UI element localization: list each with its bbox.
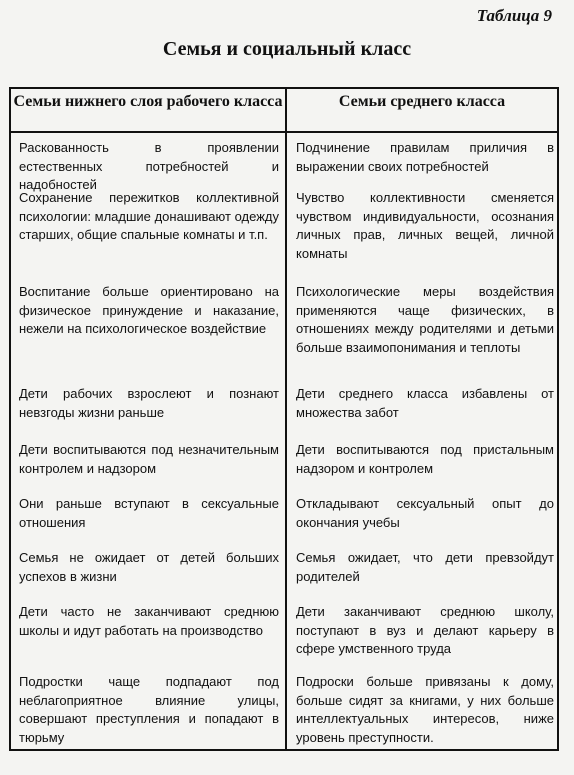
- table-cell: Подчинение правилам приличия в выражении своих потребностей: [296, 140, 554, 174]
- table-cell: Семья не ожидает от детей больших успехов в жизни: [19, 550, 279, 584]
- table-cell: Воспитание больше ориентировано на физическое принуждение и наказание, нежели на психологическое воздействие: [19, 284, 279, 336]
- table-cell: Дети воспитываются под незначительным контролем и надзором: [19, 442, 279, 476]
- table-header-row: [11, 89, 557, 133]
- column-middle-class: [287, 133, 557, 751]
- table-cell: Сохранение пережитков коллективной психологии: младшие донашивают одежду старших, общие спальные комнаты и т.п.: [19, 190, 279, 242]
- table-number-label: Таблица 9: [476, 6, 552, 25]
- table-cell: Чувство коллективности сменяется чувством индивидуальности, осознания личных прав, личных вещей, личной комнаты: [296, 190, 554, 261]
- table-cell: Раскованность в проявлении естественных потребностей и надобностей: [19, 140, 279, 192]
- table-cell: Подроски больше привязаны к дому, больше сидят за книгами, у них больше интеллектуальных интересов, ниже уровень преступности.: [296, 674, 554, 745]
- table-cell: Семья ожидает, что дети превзойдут родителей: [296, 550, 554, 584]
- table-cell: Подростки чаще подпадают под неблагоприятное влияние улицы, совершают преступления и попадают в тюрьму: [19, 674, 279, 745]
- table-body: [11, 133, 557, 751]
- table-cell: Дети часто не заканчивают среднюю школы и идут работать на производство: [19, 604, 279, 638]
- page-title: Семья и социальный класс: [162, 38, 412, 60]
- table-cell: Дети среднего класса избавлены от множества забот: [296, 386, 554, 420]
- header-working-class: Семьи нижнего слоя рабочего класса: [11, 89, 287, 131]
- table-cell: Дети воспитываются под пристальным надзором и контролем: [296, 442, 554, 476]
- header-middle-class: Семьи среднего класса: [338, 93, 506, 110]
- column-working-class: [11, 133, 287, 751]
- table-cell: Психологические меры воздействия применяются чаще физических, в отношениях между родителями и детьми больше взаимопонимания и теплоты: [296, 284, 554, 355]
- table-cell: Дети заканчивают среднюю школу, поступают в вуз и делают карьеру в сфере умственного труда: [296, 604, 554, 656]
- table-cell: Откладывают сексуальный опыт до окончания учебы: [296, 496, 554, 530]
- comparison-table: [9, 87, 559, 751]
- table-cell: Дети рабочих взрослеют и познают невзгоды жизни раньше: [19, 386, 279, 420]
- table-cell: Они раньше вступают в сексуальные отношения: [19, 496, 279, 530]
